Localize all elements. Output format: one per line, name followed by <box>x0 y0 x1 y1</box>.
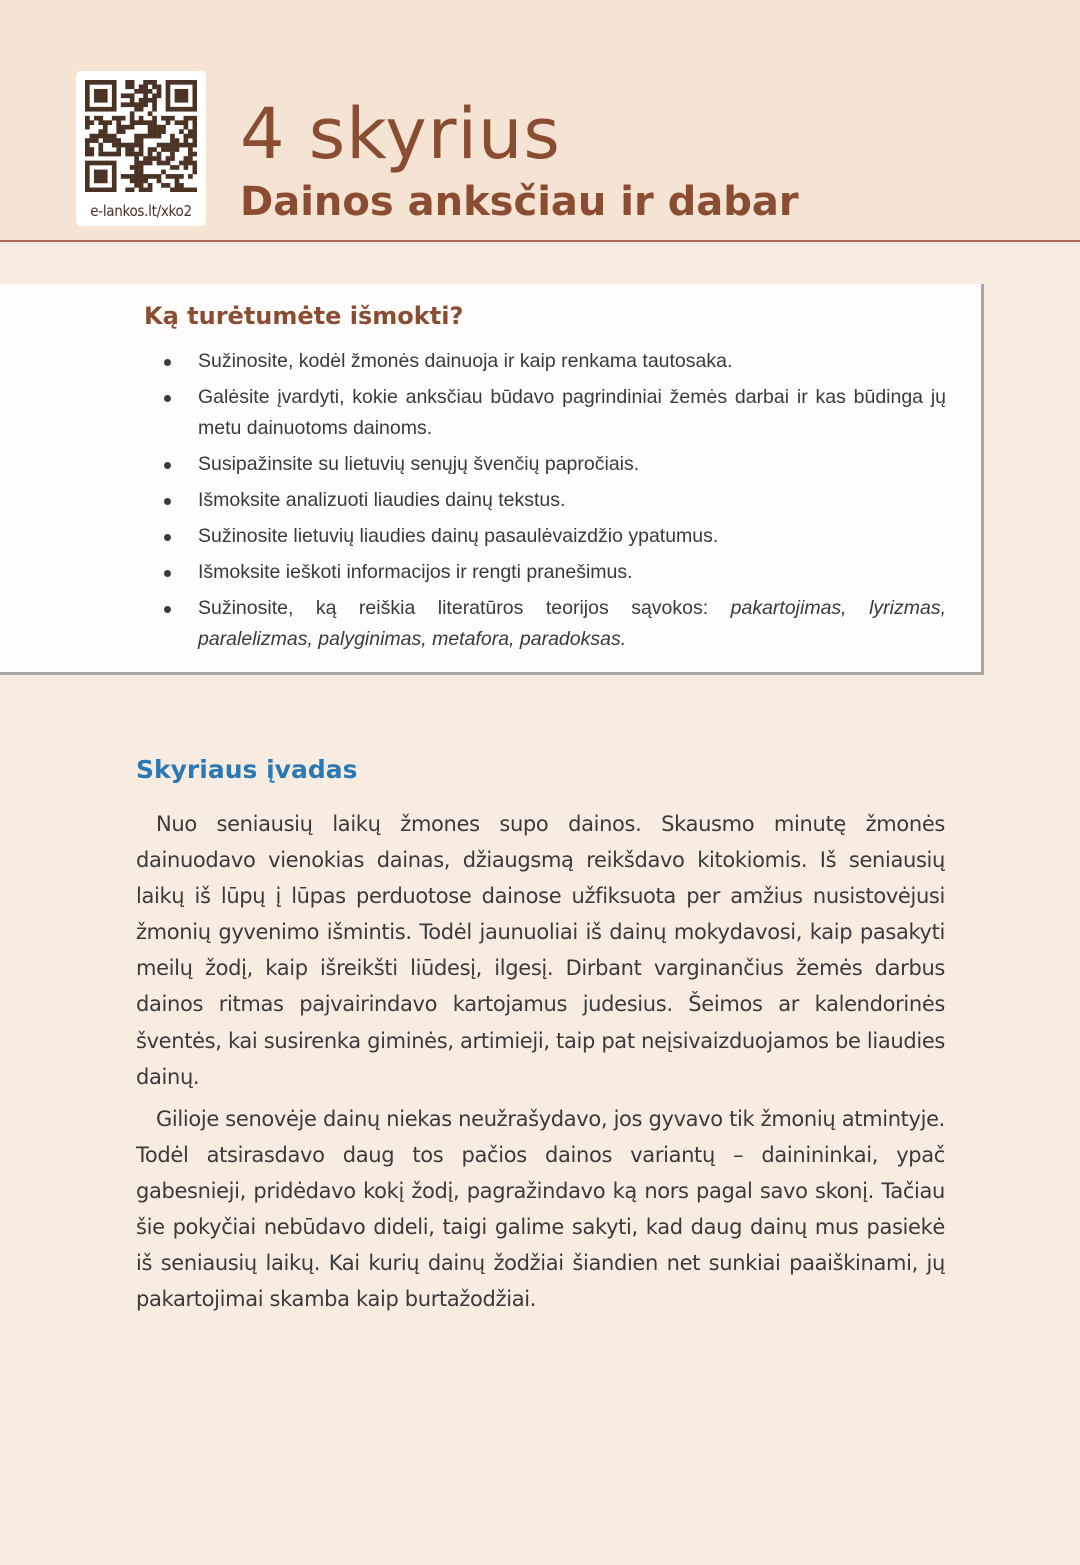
goal-item <box>160 557 946 588</box>
goal-terms: pakartojimas, lyrizmas, paralelizmas, palyginimas, metafora, paradoksas. <box>198 597 946 650</box>
bullet-icon <box>164 534 171 541</box>
goal-text: Sužinosite lietuvių liaudies dainų pasaulėvaizdžio ypatumus. <box>198 525 719 547</box>
goal-item <box>160 521 946 552</box>
qr-card[interactable] <box>76 71 206 226</box>
goal-item <box>160 449 946 480</box>
chapter-title: Dainos anksčiau ir dabar <box>240 179 799 225</box>
goal-text: Sužinosite, kodėl žmonės dainuoja ir kaip renkama tautosaka. <box>198 350 733 372</box>
goal-item <box>160 593 946 655</box>
bullet-icon <box>164 498 171 505</box>
bullet-icon <box>164 606 171 613</box>
learning-goals-list <box>160 346 946 660</box>
goal-item <box>160 485 946 516</box>
goal-text: Susipažinsite su lietuvių senųjų švenčių papročiais. <box>198 453 640 475</box>
intro-text <box>136 806 945 1323</box>
goal-item <box>160 382 946 444</box>
qr-link[interactable]: e-lankos.lt/xko2 <box>90 202 192 220</box>
learning-goals-heading: Ką turėtumėte išmokti? <box>144 302 464 330</box>
goal-text: Išmoksite ieškoti informacijos ir rengti pranešimus. <box>198 561 633 583</box>
goal-text: Sužinosite, ką reiškia literatūros teorijos sąvokos: <box>198 597 731 619</box>
intro-paragraph: Nuo seniausių laikų žmones supo dainos. Skausmo minutę žmonės dainuodavo vienokias dainas, džiaugsmą reikšdavo kitokiomis. Iš seniausių laikų iš lūpų į lūpas perduotose dainose užfiksuota per amžius nusistovėjusi žmonių gyvenimo išmintis. Todėl jaunuoliai iš dainų mokydavosi, kaip pasakyti meilų žodį, kaip išreikšti liūdesį, ilgesį. Dirbant varginančius žemės darbus dainos ritmas pajvairindavo kartojamus judesius. Šeimos ar kalendorinės šventės, kai susirenka giminės, artimieji, taip pat neįsivaizduojamos be liaudies dainų. <box>136 812 945 1089</box>
section-heading: Skyriaus įvadas <box>136 755 358 784</box>
qr-code-icon <box>85 80 197 192</box>
header-divider <box>0 240 1080 242</box>
chapter-number: 4 skyrius <box>240 93 561 175</box>
bullet-icon <box>164 395 171 402</box>
goal-text: Išmoksite analizuoti liaudies dainų tekstus. <box>198 489 566 511</box>
bullet-icon <box>164 570 171 577</box>
bullet-icon <box>164 462 171 469</box>
bullet-icon <box>164 359 171 366</box>
goal-text: Galėsite įvardyti, kokie anksčiau būdavo pagrindiniai žemės darbai ir kas būdinga jų metu dainuotoms dainoms. <box>198 386 946 439</box>
goal-item <box>160 346 946 377</box>
intro-paragraph: Gilioje senovėje dainų niekas neužrašydavo, jos gyvavo tik žmonių atmintyje. Todėl atsirasdavo daug tos pačios dainos variantų – dainininkai, ypač gabesnieji, pridėdavo kokį žodį, pagražindavo ką nors pagal savo skonį. Tačiau šie pokyčiai nebūdavo dideli, taigi galime sakyti, kad daug dainų mus pasiekė iš seniausių laikų. Kai kurių dainų žodžiai šiandien net sunkiai paaiškinami, jų pakartojimai skamba kaip burtažodžiai. <box>136 1106 945 1312</box>
